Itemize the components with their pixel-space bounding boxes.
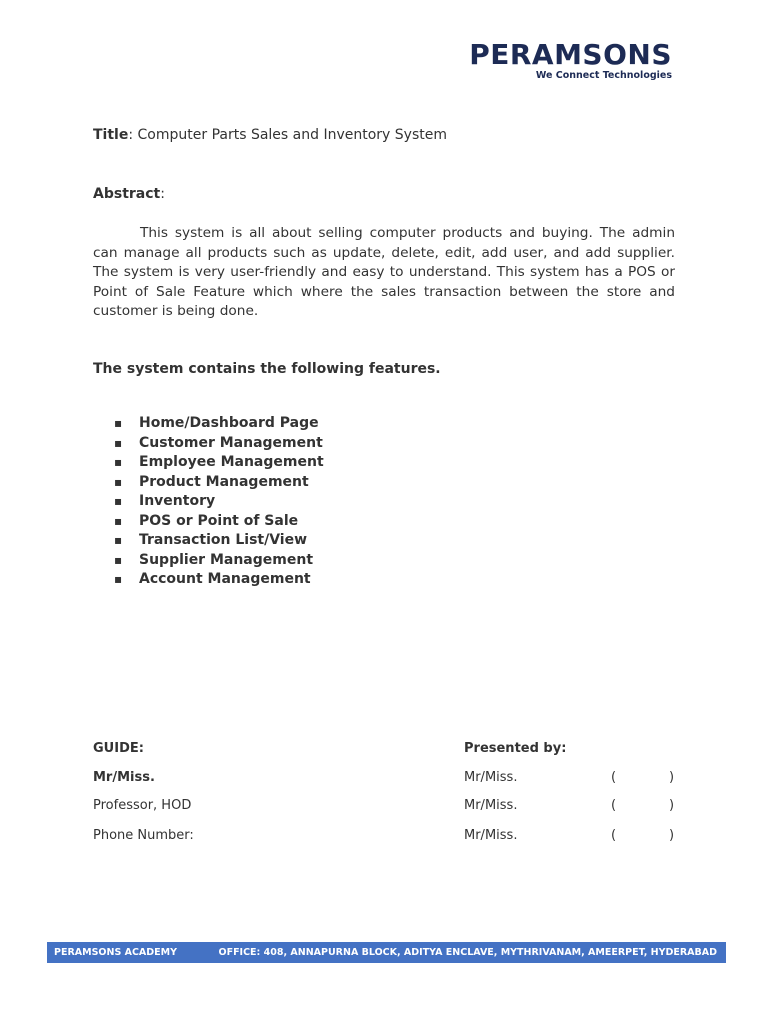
presenter-name: Mr/Miss. xyxy=(464,770,518,785)
list-item: ▪ Product Management xyxy=(114,473,324,493)
list-item: ▪ Home/Dashboard Page xyxy=(114,414,324,434)
presenter-heading: Presented by: xyxy=(464,741,567,756)
presenter-paren-close: ) xyxy=(669,770,675,785)
list-item: ▪ Transaction List/View xyxy=(114,531,324,551)
guide-name: Mr/Miss. xyxy=(93,770,155,785)
list-item: ▪ Account Management xyxy=(114,570,324,590)
footer-address: OFFICE: 408, ANNAPURNA BLOCK, ADITYA ENCLAVE, MYTHRIVANAM, AMEERPET, HYDERABAD xyxy=(218,947,717,958)
list-item: ▪ Supplier Management xyxy=(114,551,324,571)
presenter-paren-close: ) xyxy=(669,798,675,813)
presenter-paren-open: ( xyxy=(611,770,617,785)
abstract-heading xyxy=(93,185,675,205)
title-line xyxy=(93,126,675,146)
presenter-name: Mr/Miss. xyxy=(464,798,518,813)
abstract-paragraph: This system is all about selling computer products and buying. The admin can manage all products such as update, delete, edit, add user, and add supplier. The system is very user-friendly and easy to understand. This system has a POS or Point of Sale Feature which where the sales transaction between the store and customer is being done. xyxy=(93,225,675,319)
guide-role: Professor, HOD xyxy=(93,798,192,813)
presenter-paren-open: ( xyxy=(611,798,617,813)
list-item: ▪ POS or Point of Sale xyxy=(114,512,324,532)
abstract-heading-text: Abstract xyxy=(93,186,161,202)
guide-phone: Phone Number: xyxy=(93,828,194,843)
features-heading: The system contains the following features. xyxy=(93,361,441,377)
title-label: Title xyxy=(93,127,129,143)
title-colon: : xyxy=(128,127,138,143)
presenter-name: Mr/Miss. xyxy=(464,828,518,843)
logo-tagline: We Connect Technologies xyxy=(535,70,672,81)
features-list xyxy=(114,414,324,590)
peramsons-logo xyxy=(469,40,672,81)
footer-academy: PERAMSONS ACADEMY xyxy=(54,947,177,958)
list-item: ▪ Employee Management xyxy=(114,453,324,473)
abstract-colon: : xyxy=(160,186,165,202)
list-item: ▪ Customer Management xyxy=(114,434,324,454)
footer-bar xyxy=(47,942,726,963)
presenter-paren-open: ( xyxy=(611,828,617,843)
presenter-paren-close: ) xyxy=(669,828,675,843)
title-value: Computer Parts Sales and Inventory System xyxy=(137,127,447,143)
logo-wordmark: PERAMSONS xyxy=(469,38,672,71)
guide-heading: GUIDE: xyxy=(93,741,144,756)
list-item: ▪ Inventory xyxy=(114,492,324,512)
